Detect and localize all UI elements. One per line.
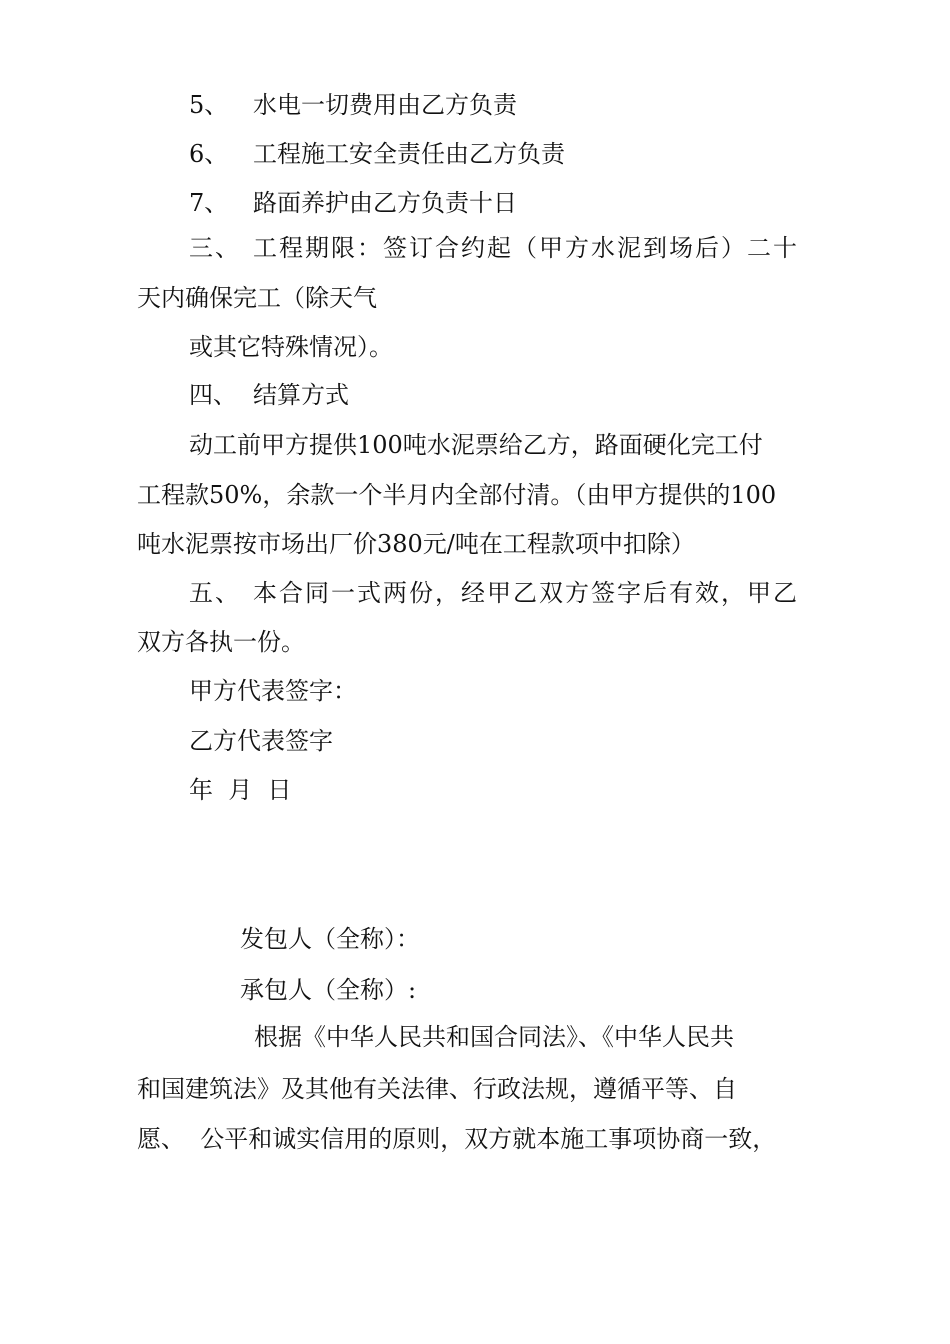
section-4-line-2: 工程款50%，余款一个半月内全部付清。（由甲方提供的100 — [137, 481, 777, 509]
list-item-6 — [189, 139, 565, 169]
list-item-5 — [189, 90, 517, 120]
section-4-line-3: 吨水泥票按市场出厂价380元/吨在工程款项中扣除） — [137, 530, 695, 558]
section-number: 五、 — [189, 579, 241, 607]
list-item-7 — [189, 188, 517, 218]
date-label — [189, 775, 292, 805]
preamble-line-3: 愿、 公平和诚实信用的原则，双方就本施工事项协商一致， — [137, 1125, 777, 1153]
section-3-line-1: 工程期限：签订合约起（甲方水泥到场后）二十 — [253, 234, 799, 262]
section-5-line-1: 本合同一式两份，经甲乙双方签字后有效，甲乙 — [253, 579, 799, 607]
section-4-line-1: 动工前甲方提供100吨水泥票给乙方，路面硬化完工付 — [189, 431, 763, 459]
section-3-line-3: 或其它特殊情况）。 — [189, 333, 393, 361]
item-number: 6、 — [189, 140, 229, 168]
item-text: 工程施工安全责任由乙方负责 — [253, 140, 565, 168]
item-number: 7、 — [189, 189, 229, 217]
date-text: 年 月 日 — [189, 776, 292, 804]
employer-label: 发包人（全称）： — [240, 925, 420, 953]
preamble-line-1: 根据《中华人民共和国合同法》、《中华人民共 — [254, 1023, 734, 1051]
section-4-title: 结算方式 — [253, 381, 349, 409]
section-5-heading — [189, 578, 799, 608]
preamble-line-2: 和国建筑法》及其他有关法律、行政法规，遵循平等、自 — [137, 1075, 737, 1103]
item-text: 路面养护由乙方负责十日 — [253, 189, 517, 217]
section-3-heading — [189, 233, 799, 263]
item-number: 5、 — [189, 91, 229, 119]
party-a-signature-label: 甲方代表签字： — [189, 677, 357, 705]
contractor-label: 承包人（全称）: — [240, 976, 417, 1004]
item-text: 水电一切费用由乙方负责 — [253, 91, 517, 119]
section-number: 四、 — [189, 381, 237, 409]
section-number: 三、 — [189, 234, 241, 262]
section-5-line-2: 双方各执一份。 — [137, 628, 305, 656]
section-3-line-2: 天内确保完工（除天气 — [137, 284, 377, 312]
section-4-heading — [189, 380, 349, 410]
party-b-signature-label: 乙方代表签字 — [189, 727, 333, 755]
